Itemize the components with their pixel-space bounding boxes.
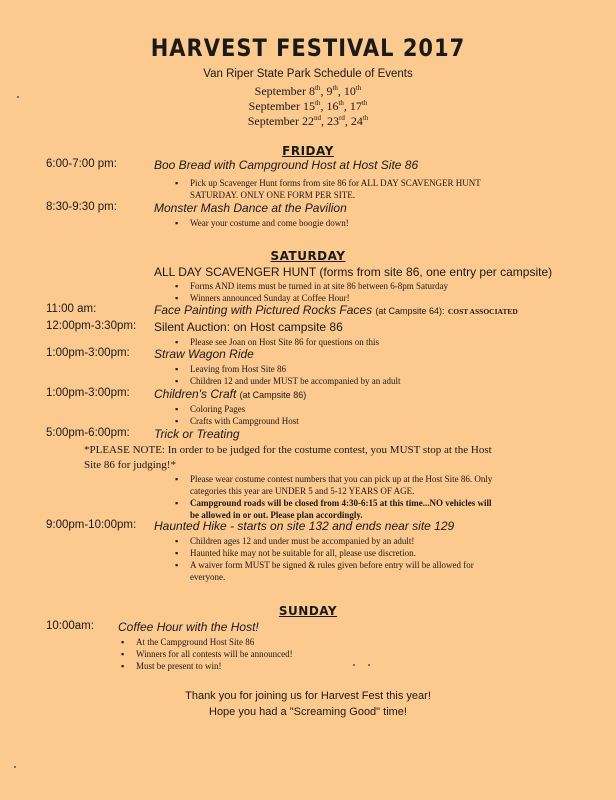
bullet-item: ▪ Forms AND items must be turned in at site 86 between 6-8pm Saturday — [190, 280, 448, 292]
bullet-item: ▪ Children ages 12 and under must be accompanied by an adult! — [190, 535, 414, 547]
bullet-item: ▪ Winners announced Sunday at Coffee Hour! — [190, 292, 350, 304]
costume-note-continued: Site 86 for judging!* — [84, 459, 176, 471]
event-time: 6:00-7:00 pm: — [46, 158, 117, 170]
closing-message: Hope you had a "Screaming Good" time! — [209, 706, 407, 718]
event-time: 12:00pm-3:30pm: — [46, 320, 137, 332]
event-time: 11:00 am: — [46, 303, 97, 315]
event-title: Haunted Hike - starts on site 132 and ends near site 129 — [154, 519, 455, 533]
saturday-heading: SATURDAY — [270, 249, 346, 263]
event-title: Boo Bread with Campground Host at Host Site 86 — [154, 158, 419, 172]
bullet-continuation: categories this year are UNDER 5 and 5-12 YEARS OF AGE. — [190, 486, 415, 496]
event-title: Trick or Treating — [154, 427, 240, 441]
event-title: Straw Wagon Ride — [154, 347, 254, 361]
bullet-item: ▪ Must be present to win! — [136, 660, 222, 672]
bullet-item: ▪ Winners for all contests will be announced! — [136, 648, 293, 660]
costume-note: *PLEASE NOTE: In order to be judged for the costume contest, you MUST stop at the Host — [84, 444, 492, 456]
event-title: Face Painting with Pictured Rocks Faces (at Campsite 64): COST ASSOCIATED — [154, 303, 518, 317]
event-time: 9:00pm-10:00pm: — [46, 519, 137, 531]
bullet-item: ▪ Coloring Pages — [190, 403, 245, 415]
bullet-item: ▪ Please see Joan on Host Site 86 for questions on this — [190, 336, 379, 348]
event-time: 10:00am: — [46, 620, 94, 632]
event-time: 8:30-9:30 pm: — [46, 201, 117, 213]
event-title: Monster Mash Dance at the Pavilion — [154, 201, 347, 215]
date-line-1: September 8th, 9th, 10th — [254, 84, 362, 98]
bullet-item: ▪ A waiver form MUST be signed & rules given before entry will be allowed for — [190, 559, 474, 571]
bullet-item: ▪ Please wear costume contest numbers that you can pick up at the Host Site 86. Only — [190, 473, 492, 485]
event-time: 1:00pm-3:00pm: — [46, 347, 130, 359]
scan-speck — [17, 96, 19, 98]
bullet-item: ▪ Leaving from Host Site 86 — [190, 363, 286, 375]
event-time: 5:00pm-6:00pm: — [46, 427, 130, 439]
bullet-item: ▪ Campground roads will be closed from 4:30-6:15 at this time...NO vehicles will — [190, 497, 492, 509]
bullet-continuation: everyone. — [190, 572, 226, 582]
bullet-item: ▪ Crafts with Campground Host — [190, 415, 299, 427]
bullet-item: ▪ Pick up Scavenger Hunt forms from site 86 for ALL DAY SCAVENGER HUNT — [190, 177, 481, 189]
bullet-continuation: SATURDAY. ONLY ONE FORM PER SITE. — [190, 190, 356, 200]
bullet-continuation: be allowed in or out. Please plan accordingly. — [190, 510, 363, 520]
sunday-heading: SUNDAY — [278, 604, 338, 618]
page-title: HARVEST FESTIVAL 2017 — [150, 34, 466, 62]
scan-speck — [353, 664, 355, 666]
bullet-item: ▪ Wear your costume and come boogie down! — [190, 217, 349, 229]
scan-speck — [14, 766, 16, 768]
date-line-2: September 15th, 16th, 17th — [248, 99, 368, 113]
event-title: Coffee Hour with the Host! — [118, 620, 259, 634]
page-subtitle: Van Riper State Park Schedule of Events — [203, 68, 413, 80]
closing-message: Thank you for joining us for Harvest Fest this year! — [185, 690, 431, 702]
bullet-item: ▪ Haunted hike may not be suitable for all, please use discretion. — [190, 547, 416, 559]
bullet-item: ▪ At the Campground Host Site 86 — [136, 636, 254, 648]
friday-heading: FRIDAY — [282, 144, 334, 158]
date-line-3: September 22nd, 23rd, 24th — [247, 114, 369, 128]
event-title: Silent Auction: on Host campsite 86 — [154, 320, 343, 334]
event-time: 1:00pm-3:00pm: — [46, 387, 130, 399]
event-title: Children's Craft (at Campsite 86) — [154, 387, 307, 401]
scan-speck — [368, 664, 370, 666]
event-title: ALL DAY SCAVENGER HUNT (forms from site 86, one entry per campsite) — [154, 265, 553, 279]
bullet-item: ▪ Children 12 and under MUST be accompanied by an adult — [190, 375, 401, 387]
